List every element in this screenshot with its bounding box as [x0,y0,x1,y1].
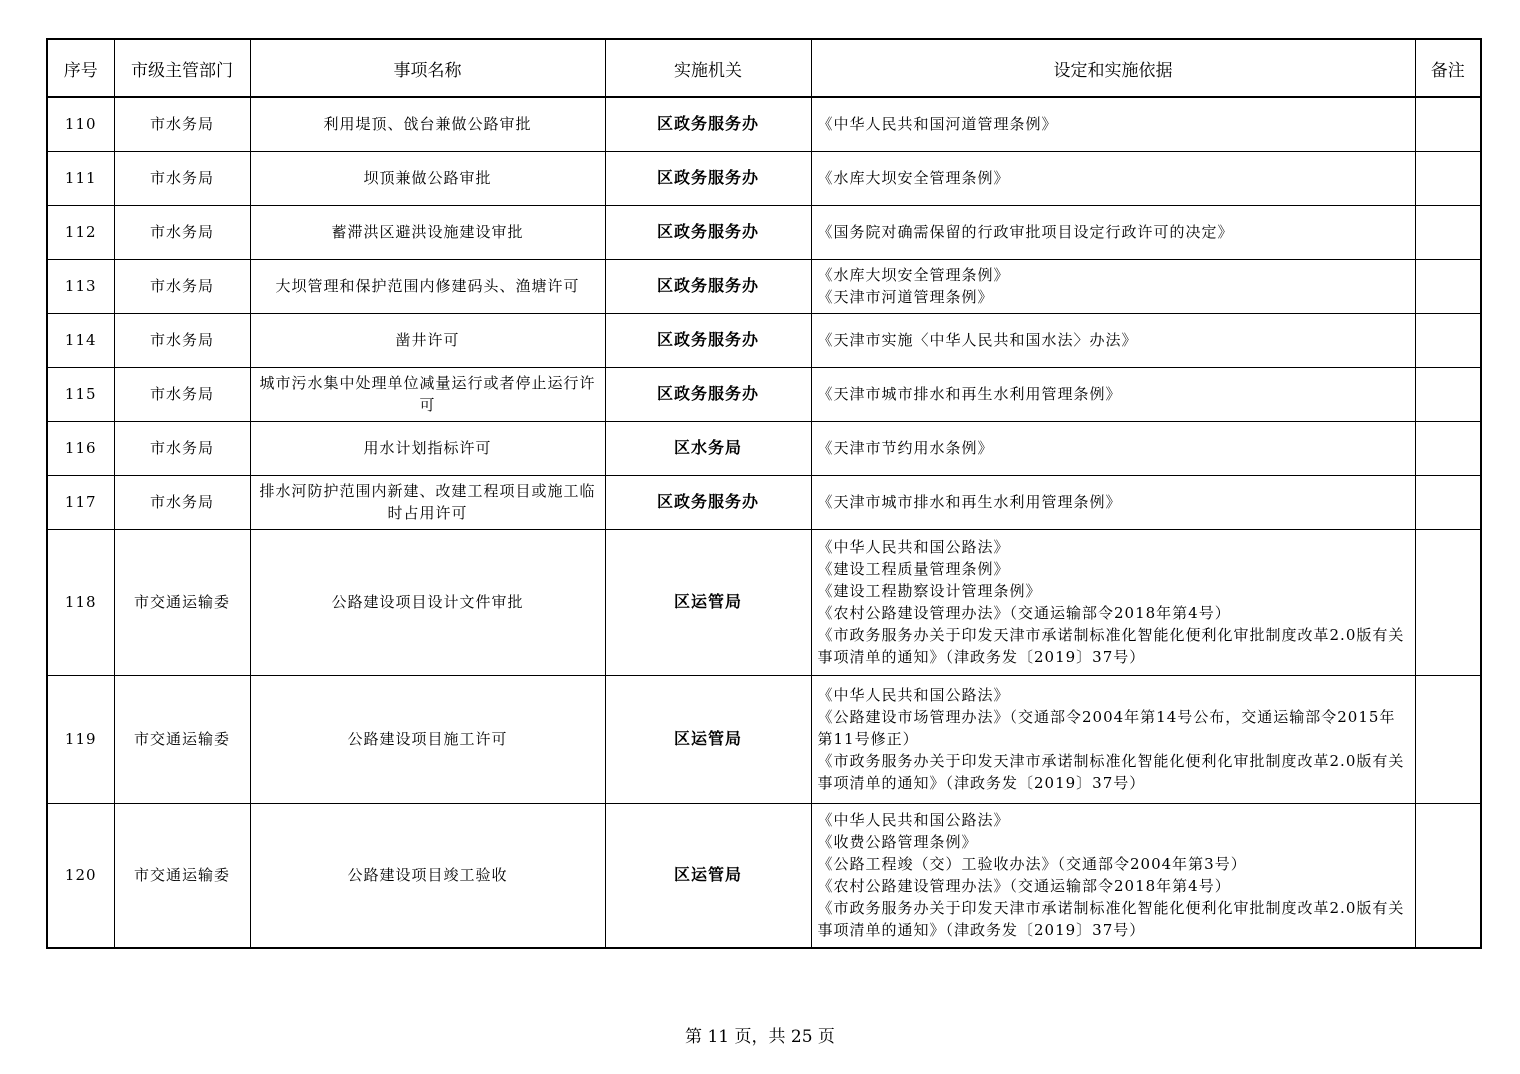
cell-item-name: 利用堤顶、戗台兼做公路审批 [250,97,605,151]
cell-remarks [1415,205,1481,259]
cell-implementing-agency: 区政务服务办 [605,151,811,205]
table-row [47,259,1481,313]
cell-item-name: 公路建设项目设计文件审批 [250,529,605,675]
cell-serial-number: 113 [47,259,114,313]
cell-implementing-agency: 区运管局 [605,529,811,675]
cell-legal-basis [811,151,1415,205]
cell-implementing-agency: 区政务服务办 [605,97,811,151]
table-row [47,205,1481,259]
cell-municipal-department: 市交通运输委 [114,803,250,948]
cell-legal-basis [811,205,1415,259]
approval-items-table [46,38,1482,949]
legal-basis-line: 《市政务服务办关于印发天津市承诺制标准化智能化便利化审批制度改革2.0版有关事项清单的通知》（津政务发〔2019〕37号） [817,752,1405,792]
legal-basis-line: 《市政务服务办关于印发天津市承诺制标准化智能化便利化审批制度改革2.0版有关事项清单的通知》（津政务发〔2019〕37号） [817,899,1405,940]
cell-item-name: 城市污水集中处理单位减量运行或者停止运行许可 [250,367,605,421]
legal-basis-line: 《中华人民共和国公路法》 [817,811,1010,830]
cell-municipal-department: 市水务局 [114,151,250,205]
cell-serial-number: 118 [47,529,114,675]
cell-remarks [1415,475,1481,529]
legal-basis-line: 《天津市实施〈中华人民共和国水法〉办法》 [817,331,1138,349]
cell-municipal-department: 市水务局 [114,313,250,367]
cell-serial-number: 111 [47,151,114,205]
cell-serial-number: 116 [47,421,114,475]
cell-implementing-agency: 区政务服务办 [605,259,811,313]
cell-legal-basis [811,367,1415,421]
cell-municipal-department: 市水务局 [114,367,250,421]
table-row [47,475,1481,529]
cell-item-name: 大坝管理和保护范围内修建码头、渔塘许可 [250,259,605,313]
cell-municipal-department: 市水务局 [114,97,250,151]
page-number-footer: 第 11 页，共 25 页 [685,1027,835,1047]
table-row [47,529,1481,675]
cell-remarks [1415,367,1481,421]
cell-legal-basis [811,475,1415,529]
cell-municipal-department: 市水务局 [114,205,250,259]
cell-item-name: 凿井许可 [250,313,605,367]
cell-legal-basis [811,675,1415,803]
legal-basis-line: 《国务院对确需保留的行政审批项目设定行政许可的决定》 [817,223,1234,241]
cell-remarks [1415,675,1481,803]
legal-basis-line: 《中华人民共和国河道管理条例》 [817,115,1058,134]
legal-basis-line: 《天津市城市排水和再生水利用管理条例》 [817,493,1122,511]
legal-basis-line: 《公路建设市场管理办法》（交通部令2004年第14号公布，交通运输部令2015年第11号修正） [817,708,1396,748]
legal-basis-line: 《农村公路建设管理办法》（交通运输部令2018年第4号） [817,604,1231,622]
table-row [47,97,1481,151]
cell-municipal-department: 市水务局 [114,259,250,313]
cell-item-name: 公路建设项目竣工验收 [250,803,605,948]
header-municipal-department: 市级主管部门 [114,39,250,97]
legal-basis-line: 《公路工程竣（交）工验收办法》（交通部令2004年第3号） [817,855,1247,874]
cell-serial-number: 120 [47,803,114,948]
cell-legal-basis [811,421,1415,475]
legal-basis-line: 《农村公路建设管理办法》（交通运输部令2018年第4号） [817,877,1231,896]
cell-legal-basis [811,97,1415,151]
cell-remarks [1415,313,1481,367]
legal-basis-line: 《水库大坝安全管理条例》 [817,169,1010,187]
approval-items-table-container [46,38,1480,949]
header-remarks: 备注 [1415,39,1481,97]
legal-basis-line: 《市政务服务办关于印发天津市承诺制标准化智能化便利化审批制度改革2.0版有关事项清单的通知》（津政务发〔2019〕37号） [817,626,1405,666]
header-serial-number: 序号 [47,39,114,97]
cell-municipal-department: 市水务局 [114,421,250,475]
cell-implementing-agency: 区运管局 [605,675,811,803]
cell-legal-basis [811,259,1415,313]
table-row [47,421,1481,475]
cell-remarks [1415,529,1481,675]
cell-implementing-agency: 区运管局 [605,803,811,948]
cell-serial-number: 114 [47,313,114,367]
table-body [47,97,1481,948]
cell-implementing-agency: 区政务服务办 [605,313,811,367]
cell-implementing-agency: 区水务局 [605,421,811,475]
cell-implementing-agency: 区政务服务办 [605,475,811,529]
legal-basis-line: 《天津市节约用水条例》 [817,439,994,457]
cell-serial-number: 119 [47,675,114,803]
cell-remarks [1415,803,1481,948]
cell-legal-basis [811,803,1415,948]
cell-legal-basis [811,313,1415,367]
legal-basis-line: 《水库大坝安全管理条例》 [817,266,1010,284]
cell-municipal-department: 市水务局 [114,475,250,529]
cell-serial-number: 117 [47,475,114,529]
cell-serial-number: 112 [47,205,114,259]
legal-basis-line: 《建设工程质量管理条例》 [817,560,1010,578]
table-header-row [47,39,1481,97]
legal-basis-line: 《中华人民共和国公路法》 [817,686,1010,704]
header-item-name: 事项名称 [250,39,605,97]
cell-serial-number: 110 [47,97,114,151]
cell-municipal-department: 市交通运输委 [114,675,250,803]
cell-implementing-agency: 区政务服务办 [605,367,811,421]
legal-basis-line: 《中华人民共和国公路法》 [817,538,1010,556]
legal-basis-line: 《天津市城市排水和再生水利用管理条例》 [817,385,1122,403]
table-row [47,313,1481,367]
cell-serial-number: 115 [47,367,114,421]
table-row [47,367,1481,421]
table-row [47,151,1481,205]
cell-legal-basis [811,529,1415,675]
legal-basis-line: 《建设工程勘察设计管理条例》 [817,582,1042,600]
header-legal-basis: 设定和实施依据 [811,39,1415,97]
cell-item-name: 用水计划指标许可 [250,421,605,475]
table-row [47,803,1481,948]
legal-basis-line: 《天津市河道管理条例》 [817,288,994,306]
legal-basis-line: 《收费公路管理条例》 [817,833,978,852]
cell-municipal-department: 市交通运输委 [114,529,250,675]
cell-remarks [1415,259,1481,313]
cell-remarks [1415,151,1481,205]
cell-item-name: 坝顶兼做公路审批 [250,151,605,205]
cell-remarks [1415,421,1481,475]
cell-item-name: 排水河防护范围内新建、改建工程项目或施工临时占用许可 [250,475,605,529]
cell-item-name: 公路建设项目施工许可 [250,675,605,803]
cell-remarks [1415,97,1481,151]
cell-implementing-agency: 区政务服务办 [605,205,811,259]
cell-item-name: 蓄滞洪区避洪设施建设审批 [250,205,605,259]
table-row [47,675,1481,803]
header-implementing-agency: 实施机关 [605,39,811,97]
